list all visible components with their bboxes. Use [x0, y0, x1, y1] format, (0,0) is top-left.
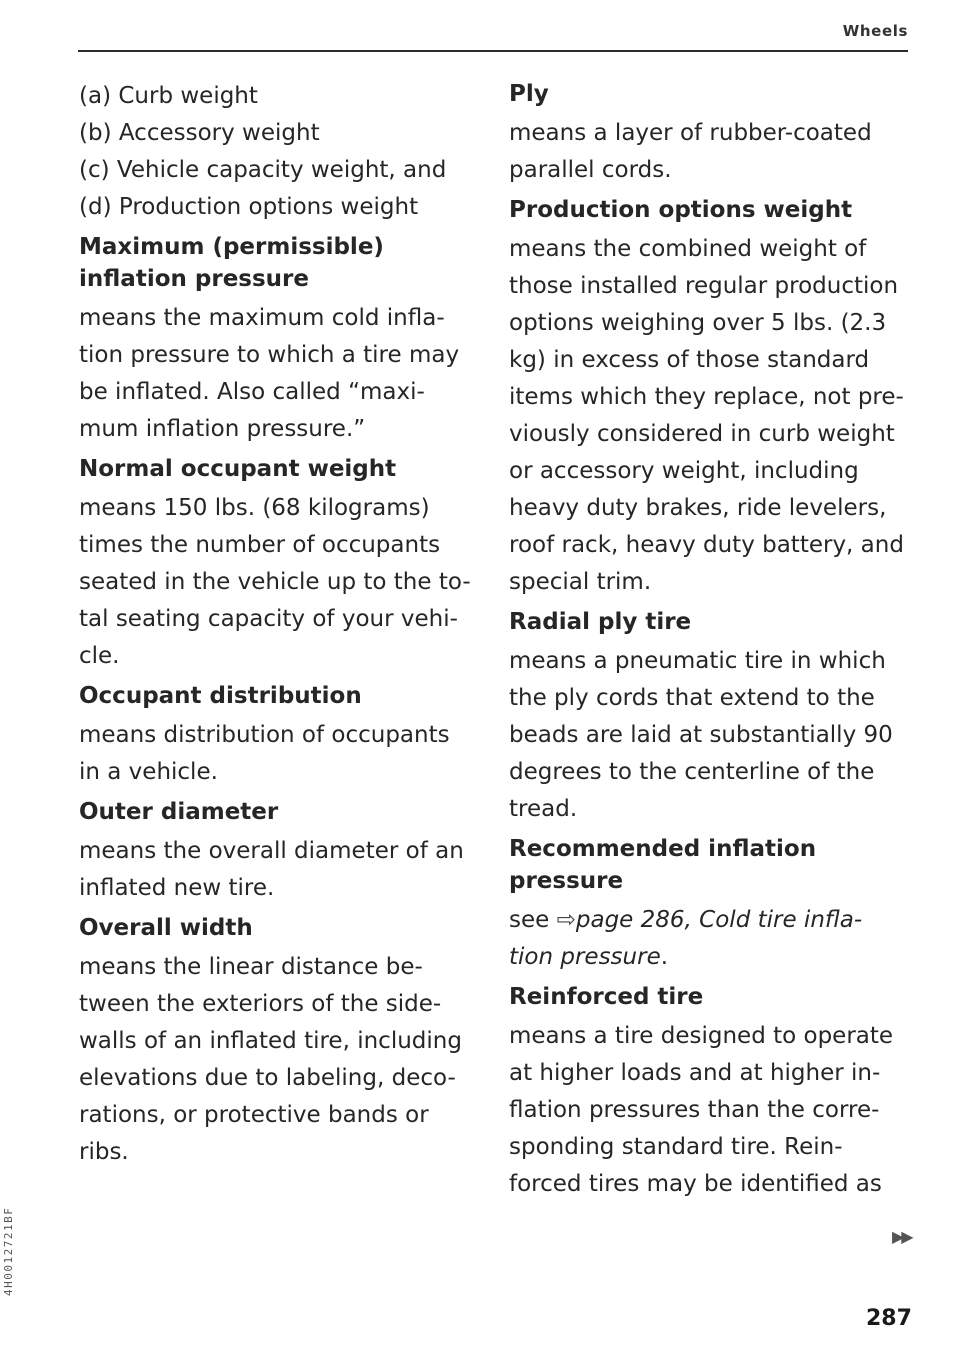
definition-occupant-distribution: means distribution of occupants in a vehicle. — [79, 722, 450, 785]
list-item: (b) Accessory weight — [79, 120, 320, 146]
definition-radial-ply-tire: means a pneumatic tire in which the ply cords that extend to the beads are laid at substantially 90 degrees to the centerline of the tread. — [509, 648, 893, 822]
heading-outer-diameter: Outer diameter — [79, 799, 279, 825]
list-item: (d) Production options weight — [79, 194, 419, 220]
arrow-right-icon: ⇨ — [556, 907, 576, 933]
heading-maximum-inflation-pressure: Maximum (permissible) inflation pressure — [79, 234, 384, 292]
definition-outer-diameter: means the overall diameter of an inflated new tire. — [79, 838, 464, 901]
definition-overall-width: means the linear distance be- tween the exteriors of the side- walls of an inflated tire, including elevations due to labeling, deco- rations, or protective bands or ribs. — [79, 954, 462, 1165]
heading-production-options-weight: Production options weight — [509, 197, 853, 223]
header-rule — [78, 50, 908, 52]
heading-occupant-distribution: Occupant distribution — [79, 683, 362, 709]
heading-reinforced-tire: Reinforced tire — [509, 984, 704, 1010]
definition-production-options-weight: means the combined weight of those installed regular production options weighing over 5 lbs. (2.3 kg) in excess of those standard items which they replace, not pre- viously considered in curb weight or accessory weight, including heavy duty brakes, ride levelers, roof rack, heavy duty battery, and special trim. — [509, 236, 904, 595]
definition-reinforced-tire: means a tire designed to operate at higher loads and at higher in- flation pressures than the corre- sponding standard tire. Rein- forced tires may be identified as — [509, 1023, 894, 1197]
heading-ply: Ply — [509, 81, 549, 107]
page-reference-link[interactable]: page 286, Cold tire infla- — [575, 907, 863, 933]
page-reference-link[interactable]: tion pressure — [509, 944, 661, 970]
list-item: (a) Curb weight — [79, 83, 258, 109]
document-code: 4H0012721BF — [2, 1206, 15, 1296]
heading-overall-width: Overall width — [79, 915, 253, 941]
heading-radial-ply-tire: Radial ply tire — [509, 609, 692, 635]
definition-normal-occupant-weight: means 150 lbs. (68 kilograms) times the number of occupants seated in the vehicle up to the to- tal seating capacity of your vehi- cle. — [79, 495, 471, 669]
continue-arrow-icon: ▶▶ — [892, 1227, 911, 1246]
right-column — [509, 78, 919, 1207]
left-column — [79, 78, 479, 1175]
definition-ply: means a layer of rubber-coated parallel cords. — [509, 120, 872, 183]
running-header: Wheels — [842, 22, 908, 40]
definition-maximum-inflation-pressure: means the maximum cold infla- tion pressure to which a tire may be inflated. Also called “maxi- mum inflation pressure.” — [79, 305, 460, 442]
page-number: 287 — [866, 1306, 912, 1331]
heading-normal-occupant-weight: Normal occupant weight — [79, 456, 397, 482]
definition-recommended-inflation-pressure: see ⇨page 286, Cold tire infla- tion pressure. — [509, 907, 863, 970]
list-item: (c) Vehicle capacity weight, and — [79, 157, 447, 183]
weight-list — [79, 78, 479, 226]
heading-recommended-inflation-pressure: Recommended inflation pressure — [509, 836, 817, 894]
